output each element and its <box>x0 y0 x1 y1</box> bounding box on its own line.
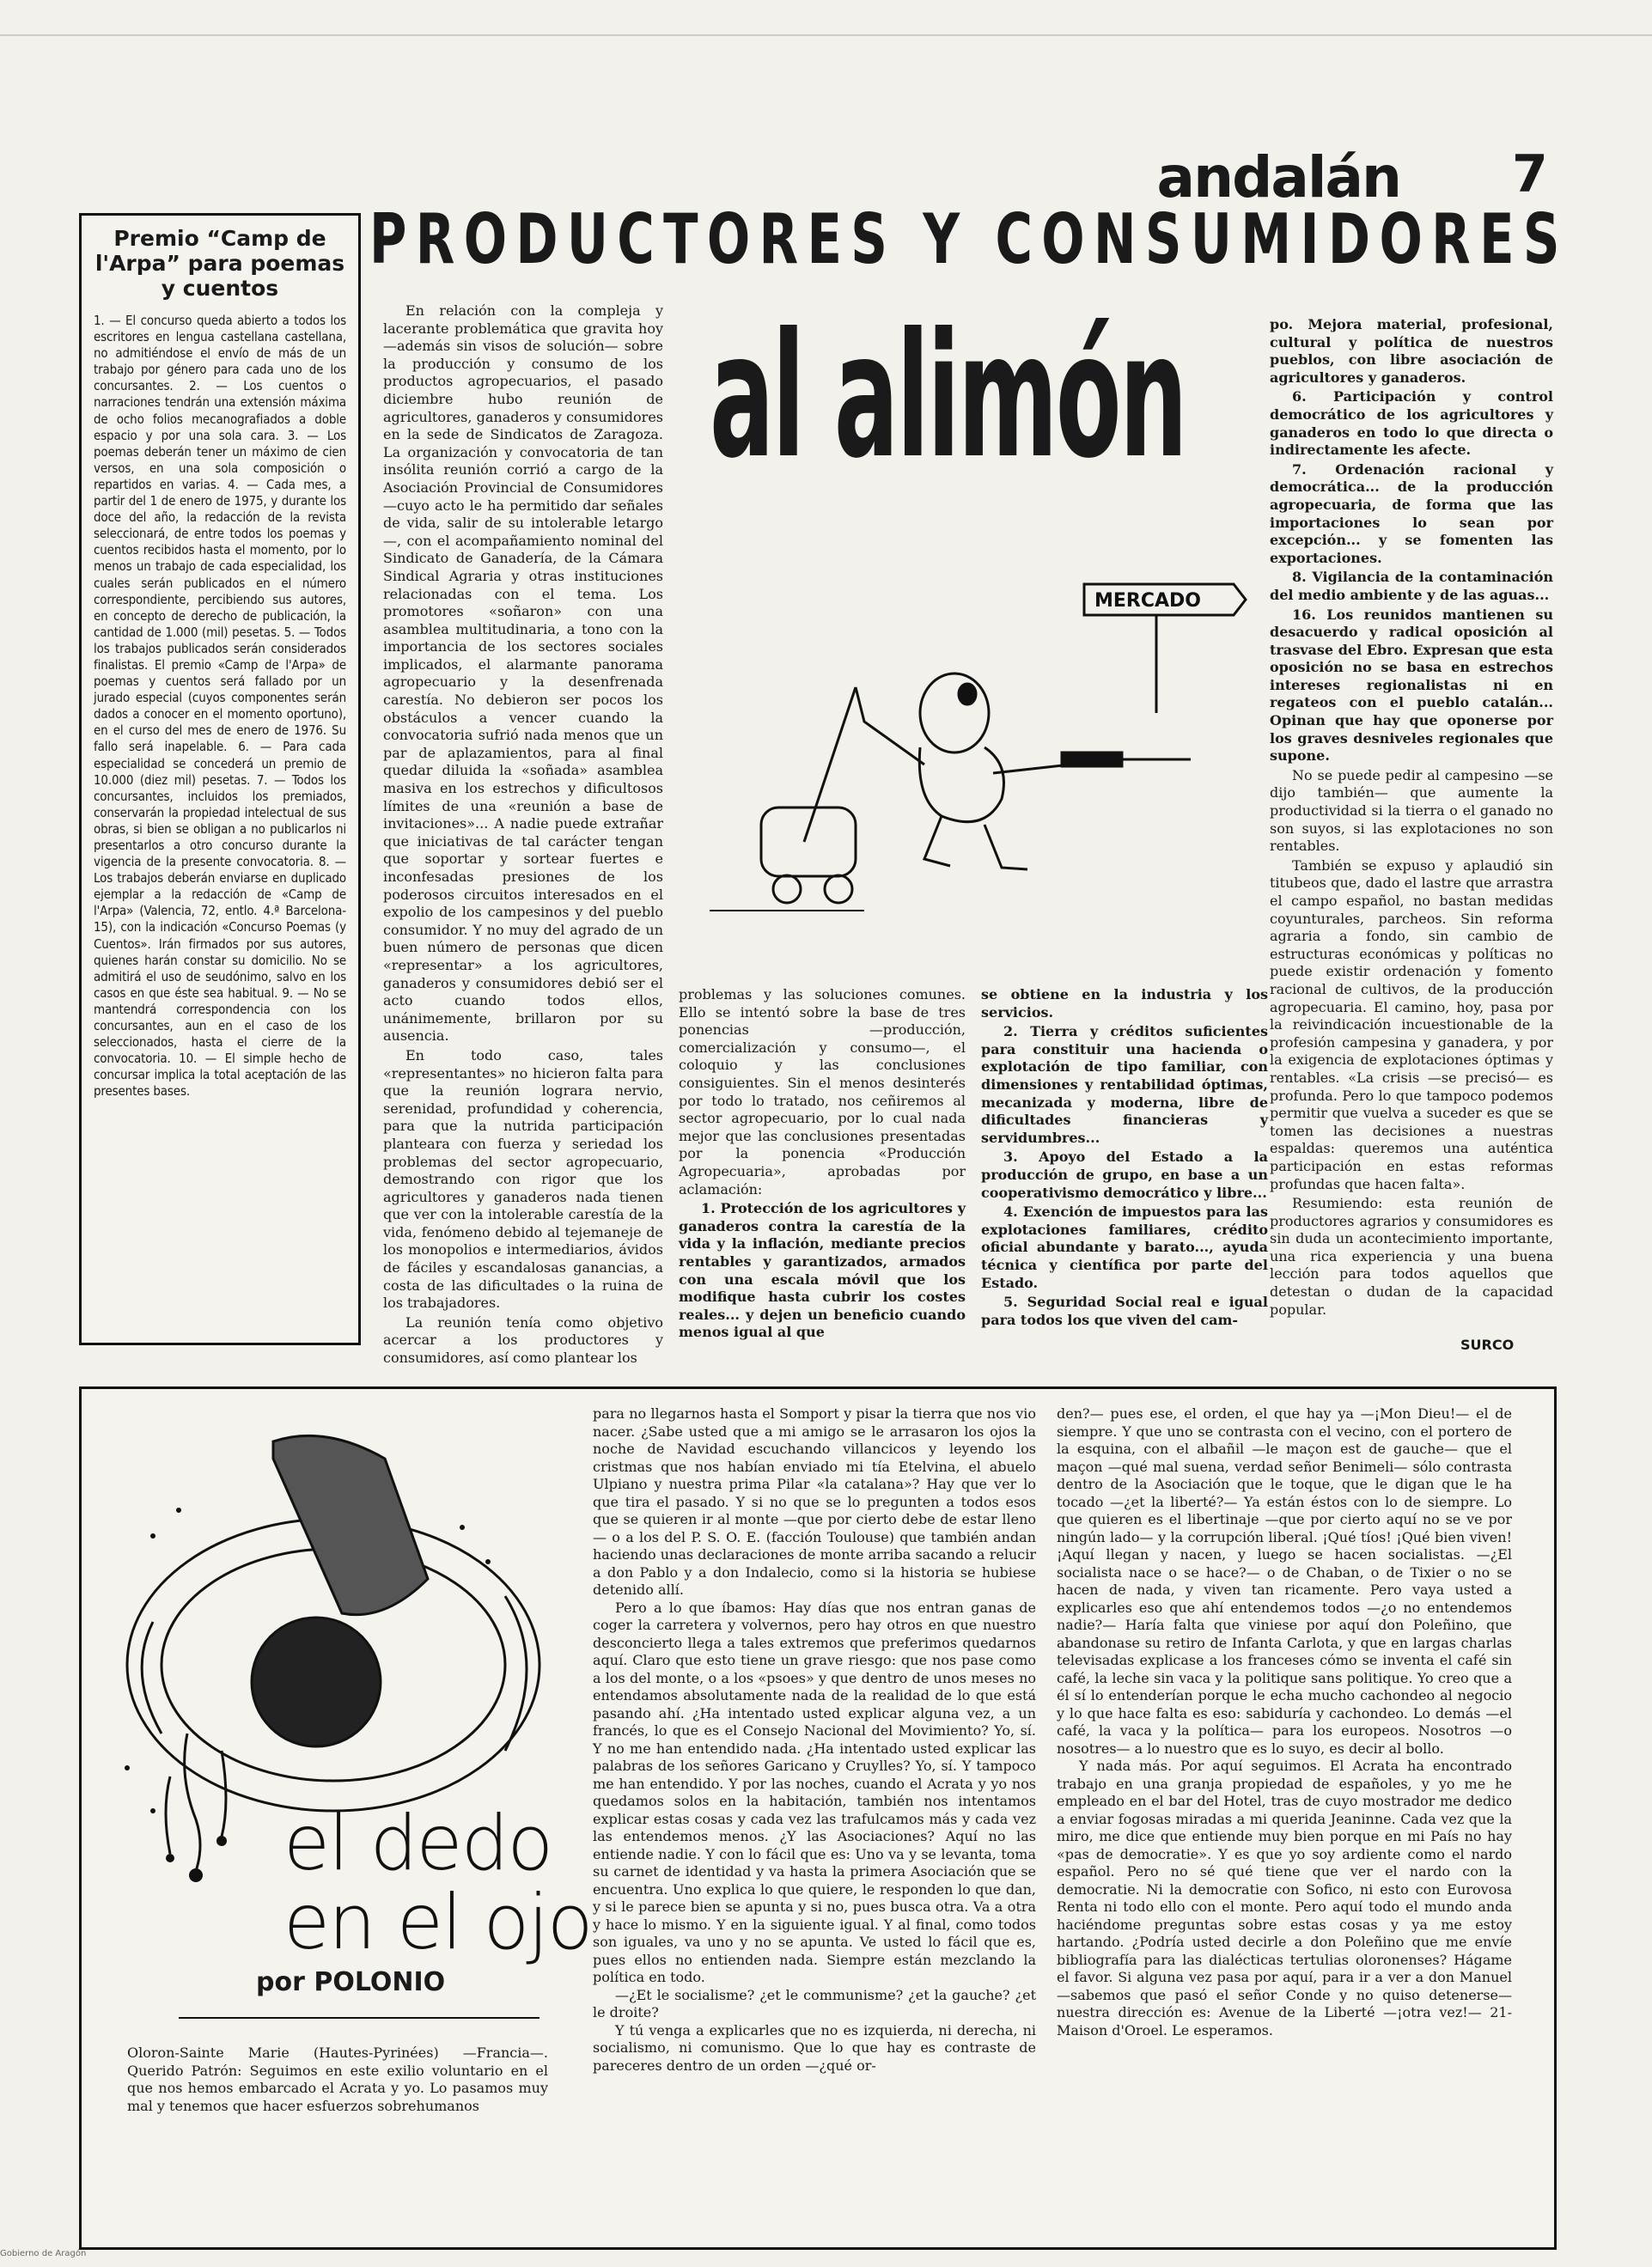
conclusion-8: 8. Vigilancia de la contaminación del medio ambiente y de las aguas... <box>1270 569 1553 603</box>
scan-edge <box>0 34 1652 36</box>
page-number: 7 <box>1512 144 1548 204</box>
article-signature: SURCO <box>1460 1337 1515 1353</box>
article-subhead: al alimón <box>710 296 1186 497</box>
paragraph: Pero a lo que íbamos: Hay días que nos entran ganas de coger la carretera y volvernos, pero hay otros en que nuestro desconcierto llega a tales extremos que preferimos quedarnos aquí. Claro que esto tiene un grave riesgo: que nos pase como a los del monte, o a los «psoes» y que dentro de unos meses no entendamos absolutamente nada de la realidad de lo que está pasando ahí. ¿Ha intentado usted explicar alguna vez, a un francés, lo que es el Consejo Nacional del Movimiento? Yo, sí. Y no me han entendido nada. ¿Ha intentado usted explicar las palabras de los señores Garicano y Cruylles? Yo, sí. Y tampoco me han entendido. Y por las noches, cuando el Acrata y yo nos quedamos solos en la habitación, también nos intentamos explicar estas cosas y cada vez las trafulcamos más y cada vez las entendemos menos. ¿Y las Asociaciones? Aquí no las entiende nadie. Y con lo fácil que es: Uno va y se levanta, toma su carnet de identidad y va hasta la primera Asociación que se encuentra. Uno explica lo que quiere, le responden lo que dan, y si le parece bien se apunta y si no, pues busca otra. Va a otra y hace lo mismo. Y en la siguiente igual. Y al final, como todos son iguales, va uno y no se apunta. Ve usted lo fácil que es, pues ellos no entienden nada. Siempre están mezclando la política en todo. <box>593 1599 1036 1985</box>
polonio-title <box>283 1799 592 1966</box>
premio-body: 1. — El concurso queda abierto a todos los escritores en lengua castellana castellana, no admitiéndose el envío de más de un trabajo por género para cada uno de los concursantes. 2. — Los cuentos o narraciones tendrán una extensión máxima de ocho folios mecanografiados a doble espacio y por una sola cara. 3. — Los poemas deberán tener un máximo de cien versos, en una sola composición o repartidos en varias. 4. — Cada mes, a partir del 1 de enero de 1975, y durante los doce del año, la redacción de la revista seleccionará, de entre todos los poemas y cuentos recibidos hasta el momento, por lo menos un trabajo de cada especialidad, los cuales serán publicados en el número correspondiente, percibiendo sus autores, en concepto de derecho de publicación, la cantidad de 1.000 (mil) pesetas. 5. — Todos los trabajos publicados serán considerados finalistas. El premio «Camp de l'Arpa» de poemas y cuentos será fallado por un jurado especial (cuyos componentes serán dados a conocer en el momento oportuno), en el curso del mes de enero de 1976. Su fallo será inapelable. 6. — Para cada especialidad se concederá un premio de 10.000 (diez mil) pesetas. 7. — Todos los concursantes, incluidos los premiados, conservarán la propiedad intelectual de sus obras, si bien se obligan a no publicarlos ni presentarlos a otro concurso durante la vigencia de la presente convocatoria. 8. — Los trabajos deberán enviarse en duplicado ejemplar a la redacción de «Camp de l'Arpa» (Valencia, 72, entlo. 4.ª Barcelona-15), con la indicación «Concurso Poemas (y Cuentos». Irán firmados por sus autores, quienes harán constar su domicilio. No se admitirá el uso de seudónimo, salvo en los casos en que éste sea habitual. 9. — No se mantendrá correspondencia con los concursantes, aun en el caso de los seleccionados, hasta el cierre de la convocatoria. 10. — El simple hecho de concursar implica la total aceptación de las presentes bases. <box>94 313 346 1100</box>
paragraph: Y tú venga a explicarles que no es izquierda, ni derecha, ni socialismo, ni comunismo. Que lo que hay es contraste de pareceres dentro de un orden —¿qué or- <box>593 2021 1036 2074</box>
paragraph: den?— pues ese, el orden, el que hay ya —¡Mon Dieu!— el de siempre. Y que uno se contrasta con el vecino, con el portero de la esquina, con el albañil —le maçon est de gauche— que el maçon —qué mal suena, verdad señor Benimeli— sólo contrasta dentro de la Asociación que le toque, que le digan que le ha tocado —¿et la liberté?— Ya están éstos con lo de siempre. Lo que quieren es el libertinaje —que por cierto aquí no se ve por ningún lado— y la corrupción liberal. ¡Qué tíos! ¡Qué bien viven! ¡Aquí llegan y nacen, y luego se hacen socialistas. —¿El socialista nace o se hace?— o de Chaban, o de Tixier o no se hacen de nada, y viven tan ricamente. Pero vaya usted a explicarles eso que ahí entendemos todos —¿o no entendemos nadie?— Haría falta que viniese por aquí don Poleñino, que abandonase su retiro de Infanta Carlota, y que en largas charlas televisadas explicase a los franceses cómo se inventa el café sin café, la leche sin vaca y la politique sans politique. Yo creo que a él sí lo entenderían porque le echa mucho cachondeo al negocio y lo que hace falta es eso: sabiduría y cachondeo. Lo demás —el café, la vaca y la política— para los europeos. Nosotros —o nosotres— a lo nuestro que es lo suyo, es decir al bollo. <box>1057 1405 1512 1757</box>
article-column-3 <box>981 986 1268 1331</box>
article-column-4 <box>1270 316 1553 1320</box>
paragraph: También se expuso y aplaudió sin titubeos que, dado el lastre que arrastra el campo español, no bastan medidas coyunturales, parcheos. Sin reforma agraria a fondo, sin cambio de estructuras económicas y políticas no puede existir ordenación y fomento racional de cultivos, de la producción agropecuaria. El camino, hoy, pasa por la reivindicación incuestionable de la profesión campesina y ganadera, y por la exigencia de explotaciones óptimas y rentables. «La crisis —se precisó— es profunda. Pero lo que tampoco podemos permitir que vuelva a suceder es que se tomen las decisiones a nuestras espaldas: queremos una auténtica participación en estas reformas profundas que hacen falta». <box>1270 856 1553 1192</box>
byline-name: POLONIO <box>314 1967 446 1997</box>
polonio-column-2 <box>1057 1405 1512 2039</box>
cartoon-sign-label: MERCADO <box>1094 590 1201 612</box>
polonio-title-line-1: el dedo <box>283 1799 552 1887</box>
paragraph: Oloron-Sainte Marie (Hautes-Pyrinées) —Francia—. Querido Patrón: Seguimos en este exilio voluntario en el que nos hemos embarcado el Acrata y yo. Lo pasamos muy mal y tenemos que hacer esfuerzos sobrehumanos <box>127 2045 548 2114</box>
paragraph: Y nada más. Por aquí seguimos. El Acrata ha encontrado trabajo en una granja propiedad de españoles, y yo me he empleado en el bar del Hotel, tras de cuyo mostrador me dedico a enviar fogosas miradas a mi querida Jeaninne. Cada vez que la miro, me dice que entiende muy bien porque en mi País no hay «pas de democratie». Y es que yo soy ardiente como el nardo español. Pero no sé qué tiene que ver el nardo con la democratie. Ni la democratie con Sofico, ni esto con Eurovosa Renta ni todo ello con el monte. Pero aquí todo el mundo anda haciéndome preguntas sobre estas cosas y ya me estoy hartando. ¿Podría usted decirle a don Poleñino que me envíe bibliografía para las dialécticas tertulias oloronenses? Hágame el favor. Si alguna vez pasa por aquí, para ir a ver a don Manuel —sabemos que pasó el señor Conde y no quiso detenerse— nuestra dirección es: Avenue de la Liberté —¡otra vez!— 21-Maison d'Oroel. Le esperamos. <box>1057 1758 1512 2038</box>
polonio-column-1 <box>593 1405 1036 2075</box>
paragraph: problemas y las soluciones comunes. Ello se intentó sobre la base de tres ponencias —producción, comercialización y consumo—, el coloquio y las conclusiones consiguientes. Sin el menos desinterés por todo lo tratado, nos ceñiremos al sector agropecuario, por lo cual nada mejor que las conclusiones presentadas por la ponencia «Producción Agropecuaria», aprobadas por aclamación: <box>679 986 966 1197</box>
conclusion-5: 5. Seguridad Social real e igual para todos los que viven del cam- <box>981 1294 1268 1328</box>
paragraph: para no llegarnos hasta el Somport y pisar la tierra que nos vio nacer. ¿Sabe usted que a mi amigo se le arrasaron los ojos la noche de Navidad escuchando villancicos y leyendo los cristmas que nos habían enviado mi tía Etelvina, el abuelo Ulpiano y nuestra prima Pilar «la catalana»? Hay que ver lo que tira el pasado. Y si no que se lo pregunten a todos esos que se quieren ir al monte —que por cierto debe de estar lleno— o a los del P. S. O. E. (facción Toulouse) que también andan haciendo unas declaraciones de monte arriba sacando a relucir a don Pablo y a don Indalecio, como si la historia se hubiese detenido allí. <box>593 1405 1036 1598</box>
polonio-intro <box>127 2045 548 2115</box>
article-column-1 <box>383 302 663 1369</box>
paragraph: se obtiene en la industria y los servicios. <box>981 986 1268 1021</box>
paragraph: La reunión tenía como objetivo acercar a los productores y consumidores, así como plantear los <box>383 1313 663 1367</box>
conclusion-1: 1. Protección de los agricultores y ganaderos contra la carestía de la vida y la inflación, mediante precios rentables y garantizados, armados con una escala móvil que los modifique hasta cubrir los costes reales... y dejen un beneficio cuando menos igual al que <box>679 1200 966 1341</box>
conclusion-3: 3. Apoyo del Estado a la producción de grupo, en base a un cooperativismo democrático y libre... <box>981 1149 1268 1201</box>
conclusion-2: 2. Tierra y créditos suficientes para constituir una hacienda o explotación de tipo familiar, con dimensiones y rentabilidad óptimas, mecanizada y moderna, libre de dificultades financieras y servidumbres... <box>981 1023 1268 1146</box>
article-column-2 <box>679 986 966 1344</box>
paragraph: No se puede pedir al campesino —se dijo también— que aumente la productividad si la tierra o el ganado no son suyos, si las explotaciones no son rentables. <box>1270 766 1553 855</box>
polonio-byline <box>256 1967 445 1997</box>
conclusion-6: 6. Participación y control democrático de los agricultores y ganaderos en todo lo que directa o indirectamente les afecte. <box>1270 388 1553 459</box>
premio-title: Premio “Camp de l'Arpa” para poemas y cuentos <box>94 226 345 301</box>
premio-box <box>79 213 361 1345</box>
byline-prefix: por <box>256 1967 305 1997</box>
conclusion-7: 7. Ordenación racional y democrática... de la producción agropecuaria, de forma que las importaciones lo sean por excepción... y se fomenten las exportaciones. <box>1270 460 1553 566</box>
paragraph: Resumiendo: esta reunión de productores agrarios y consumidores es sin duda un acontecimiento importante, una rica experiencia y una buena lección para todos aquellos que detestan o dudan de la capacidad popular. <box>1270 1195 1553 1318</box>
footer-credit: Gobierno de Aragón <box>0 2249 87 2258</box>
article-headline: PRODUCTORES Y CONSUMIDORES <box>369 199 1569 279</box>
masthead-logo: andalán <box>1156 144 1400 210</box>
divider <box>179 2017 539 2019</box>
paragraph: po. Mejora material, profesional, cultural y política de nuestros pueblos, con libre asociación de agricultores y ganaderos. <box>1270 316 1553 386</box>
conclusion-4: 4. Exención de impuestos para las explotaciones familiares, crédito oficial abundante y barato..., ayuda técnica y científica por parte del Estado. <box>981 1204 1268 1291</box>
paragraph: —¿Et le socialisme? ¿et le communisme? ¿et la gauche? ¿et le droite? <box>593 1986 1036 2020</box>
conclusion-16: 16. Los reunidos mantienen su desacuerdo y radical oposición al trasvase del Ebro. Expresan que esta oposición no se basa en estrechos intereses regionalistas ni en regateos con el pueblo catalán... Opinan que hay que oponerse por los graves desniveles regionales que supone. <box>1270 606 1553 765</box>
paragraph: En relación con la compleja y lacerante problemática que gravita hoy —además sin visos de solución— sobre la producción y consumo de los productos agropecuarios, el pasado diciembre hubo reunión de agricultores, ganaderos y consumidores en la sede de Sindicatos de Zaragoza. La organización y convocatoria de tan insólita reunión corrió a cargo de la Asociación Provincial de Consumidores —cuyo acto le ha permitido dar señales de vida, salir de su intolerable letargo—, con el acompañamiento nominal del Sindicato de Ganadería, de la Cámara Sindical Agraria y otras instituciones relacionadas con el tema. Los promotores «soñaron» con una asamblea multitudinaria, a tono con la importancia de los sectores sociales implicados, el alarmante panorama agropecuario y la desenfrenada carestía. No debieron ser pocos los obstáculos a vencer cuando la convocatoria sufrió nada menos que un par de aplazamientos, para al final quedar diluida la «soñada» asamblea masiva en los estrechos y dificultosos límites de una «reunión a base de invitaciones»... A nadie puede extrañar que iniciativas de tal carácter tengan que soportar y sortear fuertes e inconfesadas presiones de los poderosos circuitos interesados en el expolio de los campesinos y del pueblo consumidor. Y no muy del agrado de un buen número de personas que dicen «representar» a los agricultores, ganaderos y consumidores debió ser el acto cuando todos ellos, unánimemente, brillaron por su ausencia. <box>383 302 663 1045</box>
polonio-title-line-2: en el ojo <box>283 1878 592 1966</box>
cartoon-illustration <box>710 550 1259 928</box>
paragraph: En todo caso, tales «representantes» no hicieron falta para que la reunión lograra nervio, serenidad, profundidad y coherencia, para que la nutrida participación planteara con fuerza y seriedad los problemas del sector agropecuario, demostrando con rigor que los agricultores y ganaderos nada tienen que ver con la intolerable carestía de la vida, fenómeno debido al tejemaneje de los monopolios e intermediarios, ávidos de fáciles y escandalosas ganancias, a costa de las dificultades o la ruina de los trabajadores. <box>383 1046 663 1312</box>
